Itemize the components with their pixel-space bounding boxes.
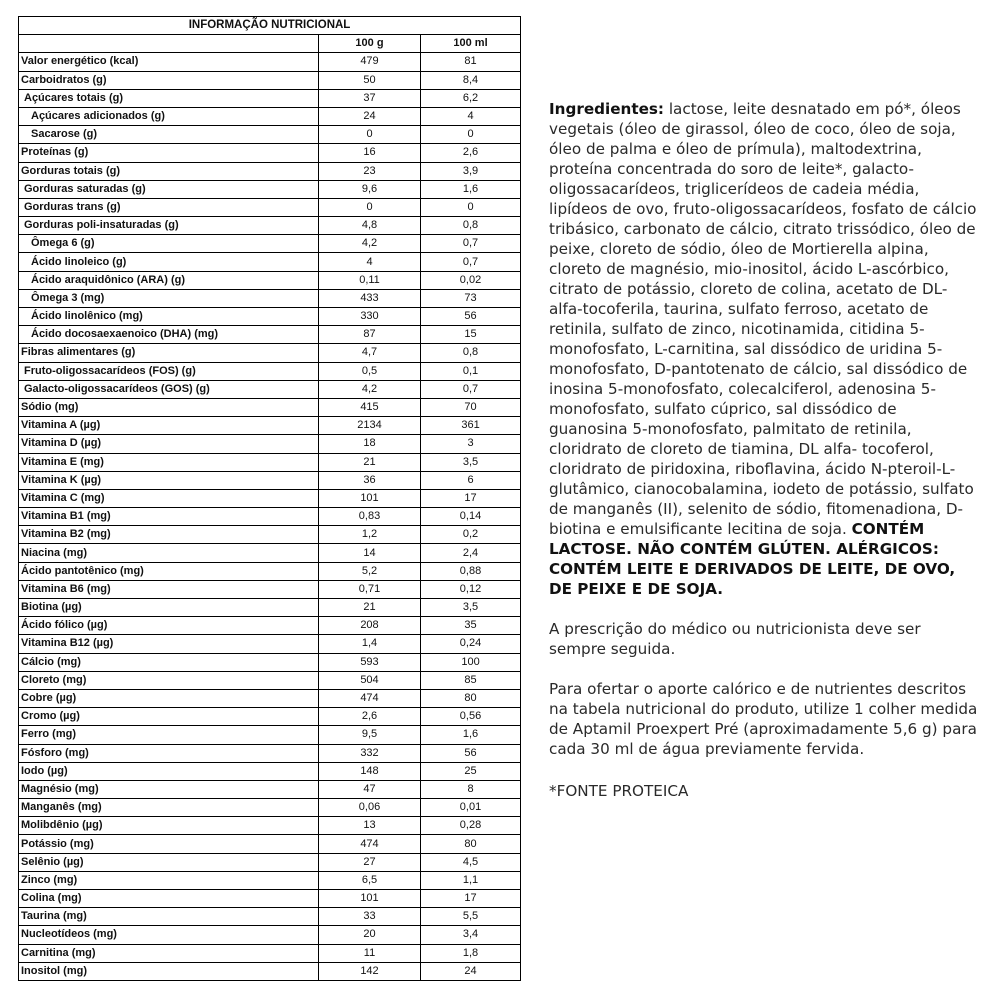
value-100ml: 4 — [421, 107, 521, 125]
table-row — [19, 671, 521, 689]
nutrient-name: Ômega 6 (g) — [19, 235, 319, 253]
table-row — [19, 908, 521, 926]
value-100ml: 0,24 — [421, 635, 521, 653]
value-100ml: 3,9 — [421, 162, 521, 180]
nutrient-name: Ferro (mg) — [19, 726, 319, 744]
ingredients-text: lactose, leite desnatado em pó*, óleos vegetais (óleo de girassol, óleo de coco, óleo de soja, óleo de palma e óleo de prímula), maltodextrina, proteína concentrada do soro de leite*, galacto-oligossacarídeos, triglicerídeos de cadeia média, lipídeos de ovo, fruto-oligossacarídeos, fosfato de cálcio tribásico, carbonato de cálcio, citrato trissódico, óleo de peixe, cloreto de sódio, óleo de Mortierella alpina, cloreto de magnésio, mio-inositol, ácido L-ascórbico, citrato de potássio, cloreto de colina, acetato de DL-alfa-tocoferila, taurina, sulfato ferroso, acetato de retinila, sulfato de zinco, nicotinamida, citidina 5-monofosfato, L-carnitina, sal dissódico de uridina 5-monofosfato, D-pantotenato de cálcio, sal dissódico de inosina 5-monofosfato, colecalciferol, adenosina 5-monofosfato, sulfato cúprico, sal dissódico de guanosina 5-monofosfato, palmitato de retinila, cloridrato de cloreto de tiamina, DL alfa- tocoferol, cloridrato de piridoxina, riboflavina, ácido N-pteroil-L-glutâmico, cianocobalamina, iodeto de potássio, sulfato de manganês (II), selenito de sódio, fitomenadiona, D-biotina e emulsificante lecitina de soja. — [549, 100, 977, 538]
nutrient-name: Inositol (mg) — [19, 962, 319, 980]
table-row — [19, 107, 521, 125]
value-100g: 4,7 — [319, 344, 421, 362]
value-100ml: 6 — [421, 471, 521, 489]
nutrient-name: Vitamina D (µg) — [19, 435, 319, 453]
table-row — [19, 926, 521, 944]
value-100ml: 17 — [421, 890, 521, 908]
table-row — [19, 871, 521, 889]
table-row — [19, 635, 521, 653]
nutrient-name: Vitamina B12 (µg) — [19, 635, 319, 653]
value-100ml: 0 — [421, 126, 521, 144]
value-100ml: 1,6 — [421, 726, 521, 744]
nutrient-name: Ácido docosaexaenoico (DHA) (mg) — [19, 326, 319, 344]
nutrient-name: Nucleotídeos (mg) — [19, 926, 319, 944]
value-100g: 433 — [319, 289, 421, 307]
table-row — [19, 180, 521, 198]
value-100g: 0 — [319, 198, 421, 216]
table-row — [19, 817, 521, 835]
table-row — [19, 562, 521, 580]
value-100ml: 0,8 — [421, 217, 521, 235]
value-100ml: 56 — [421, 744, 521, 762]
nutrient-name: Gorduras saturadas (g) — [19, 180, 319, 198]
value-100ml: 361 — [421, 417, 521, 435]
table-row — [19, 617, 521, 635]
value-100g: 0,71 — [319, 580, 421, 598]
table-row — [19, 126, 521, 144]
value-100g: 16 — [319, 144, 421, 162]
value-100ml: 5,5 — [421, 908, 521, 926]
preparation-note: Para ofertar o aporte calórico e de nutrientes descritos na tabela nutricional do produto, utilize 1 colher medida de Aptamil Proexpert Pré (aproximadamente 5,6 g) para cada 30 ml de água previamente fervida. — [549, 680, 978, 758]
value-100ml: 1,1 — [421, 871, 521, 889]
value-100g: 33 — [319, 908, 421, 926]
value-100ml: 8 — [421, 780, 521, 798]
value-100g: 5,2 — [319, 562, 421, 580]
value-100g: 0,11 — [319, 271, 421, 289]
table-row — [19, 653, 521, 671]
value-100g: 24 — [319, 107, 421, 125]
table-row — [19, 235, 521, 253]
nutrient-name: Manganês (mg) — [19, 799, 319, 817]
table-row — [19, 544, 521, 562]
table-row — [19, 380, 521, 398]
value-100g: 0,5 — [319, 362, 421, 380]
nutrient-name: Gorduras trans (g) — [19, 198, 319, 216]
value-100ml: 6,2 — [421, 89, 521, 107]
nutrient-name: Ácido araquidônico (ARA) (g) — [19, 271, 319, 289]
nutrient-name: Selênio (µg) — [19, 853, 319, 871]
value-100g: 4,2 — [319, 380, 421, 398]
value-100ml: 0,02 — [421, 271, 521, 289]
table-row — [19, 853, 521, 871]
nutrient-name: Magnésio (mg) — [19, 780, 319, 798]
table-row — [19, 835, 521, 853]
value-100ml: 1,6 — [421, 180, 521, 198]
nutrient-name: Açúcares totais (g) — [19, 89, 319, 107]
value-100ml: 0,2 — [421, 526, 521, 544]
nutrient-name: Carboidratos (g) — [19, 71, 319, 89]
value-100g: 4,2 — [319, 235, 421, 253]
nutrient-name: Cálcio (mg) — [19, 653, 319, 671]
value-100g: 2134 — [319, 417, 421, 435]
nutrient-name: Ácido fólico (µg) — [19, 617, 319, 635]
nutrient-name: Fibras alimentares (g) — [19, 344, 319, 362]
value-100ml: 73 — [421, 289, 521, 307]
table-row — [19, 489, 521, 507]
table-row — [19, 689, 521, 707]
value-100ml: 0,14 — [421, 508, 521, 526]
table-row — [19, 308, 521, 326]
value-100g: 11 — [319, 944, 421, 962]
table-row — [19, 253, 521, 271]
table-row — [19, 53, 521, 71]
value-100ml: 8,4 — [421, 71, 521, 89]
nutrient-name: Sódio (mg) — [19, 398, 319, 416]
value-100ml: 0,56 — [421, 708, 521, 726]
value-100ml: 15 — [421, 326, 521, 344]
table-row — [19, 435, 521, 453]
value-100g: 474 — [319, 689, 421, 707]
value-100g: 9,5 — [319, 726, 421, 744]
table-row — [19, 271, 521, 289]
table-row — [19, 362, 521, 380]
nutrient-name: Iodo (µg) — [19, 762, 319, 780]
value-100ml: 3,4 — [421, 926, 521, 944]
value-100ml: 1,8 — [421, 944, 521, 962]
table-row — [19, 762, 521, 780]
value-100g: 23 — [319, 162, 421, 180]
value-100g: 330 — [319, 308, 421, 326]
value-100ml: 70 — [421, 398, 521, 416]
value-100ml: 0,1 — [421, 362, 521, 380]
table-row — [19, 744, 521, 762]
value-100ml: 3,5 — [421, 599, 521, 617]
nutrition-table-panel — [18, 16, 520, 981]
nutrient-name: Açúcares adicionados (g) — [19, 107, 319, 125]
nutrient-name: Gorduras poli-insaturadas (g) — [19, 217, 319, 235]
header-100ml: 100 ml — [421, 35, 521, 53]
nutrient-name: Proteínas (g) — [19, 144, 319, 162]
table-row — [19, 580, 521, 598]
value-100ml: 35 — [421, 617, 521, 635]
header-100g: 100 g — [319, 35, 421, 53]
nutrient-name: Fósforo (mg) — [19, 744, 319, 762]
nutrient-name: Potássio (mg) — [19, 835, 319, 853]
ingredients-label: Ingredientes: — [549, 100, 664, 118]
nutrient-name: Cobre (µg) — [19, 689, 319, 707]
value-100g: 0,83 — [319, 508, 421, 526]
value-100g: 0,06 — [319, 799, 421, 817]
nutrient-name: Biotina (µg) — [19, 599, 319, 617]
table-row — [19, 708, 521, 726]
nutrient-name: Carnitina (mg) — [19, 944, 319, 962]
value-100ml: 0,7 — [421, 235, 521, 253]
value-100g: 148 — [319, 762, 421, 780]
value-100g: 20 — [319, 926, 421, 944]
value-100ml: 80 — [421, 689, 521, 707]
table-row — [19, 398, 521, 416]
nutrient-name: Vitamina K (µg) — [19, 471, 319, 489]
value-100ml: 80 — [421, 835, 521, 853]
value-100g: 14 — [319, 544, 421, 562]
value-100g: 415 — [319, 398, 421, 416]
value-100g: 4,8 — [319, 217, 421, 235]
value-100ml: 56 — [421, 308, 521, 326]
table-row — [19, 944, 521, 962]
nutrient-name: Ômega 3 (mg) — [19, 289, 319, 307]
value-100g: 87 — [319, 326, 421, 344]
value-100ml: 0,7 — [421, 380, 521, 398]
value-100ml: 4,5 — [421, 853, 521, 871]
protein-source-note: *FONTE PROTEICA — [549, 782, 689, 800]
nutrient-name: Colina (mg) — [19, 890, 319, 908]
value-100g: 47 — [319, 780, 421, 798]
value-100g: 18 — [319, 435, 421, 453]
table-row — [19, 217, 521, 235]
value-100g: 332 — [319, 744, 421, 762]
value-100g: 474 — [319, 835, 421, 853]
value-100g: 6,5 — [319, 871, 421, 889]
value-100ml: 0,8 — [421, 344, 521, 362]
nutrient-name: Ácido linoleico (g) — [19, 253, 319, 271]
table-row — [19, 289, 521, 307]
value-100ml: 0 — [421, 198, 521, 216]
table-row — [19, 471, 521, 489]
nutrient-name: Vitamina C (mg) — [19, 489, 319, 507]
value-100ml: 85 — [421, 671, 521, 689]
value-100ml: 81 — [421, 53, 521, 71]
value-100g: 9,6 — [319, 180, 421, 198]
value-100g: 37 — [319, 89, 421, 107]
table-row — [19, 89, 521, 107]
nutrient-name: Cromo (µg) — [19, 708, 319, 726]
nutrient-name: Vitamina E (mg) — [19, 453, 319, 471]
value-100g: 21 — [319, 453, 421, 471]
value-100ml: 3 — [421, 435, 521, 453]
nutrient-name: Fruto-oligossacarídeos (FOS) (g) — [19, 362, 319, 380]
nutrient-name: Ácido pantotênico (mg) — [19, 562, 319, 580]
table-row — [19, 799, 521, 817]
value-100g: 21 — [319, 599, 421, 617]
nutrient-name: Ácido linolênico (mg) — [19, 308, 319, 326]
value-100ml: 0,88 — [421, 562, 521, 580]
value-100ml: 0,01 — [421, 799, 521, 817]
table-row — [19, 726, 521, 744]
value-100ml: 100 — [421, 653, 521, 671]
value-100ml: 2,6 — [421, 144, 521, 162]
table-row — [19, 508, 521, 526]
value-100ml: 3,5 — [421, 453, 521, 471]
nutrient-name: Sacarose (g) — [19, 126, 319, 144]
value-100g: 27 — [319, 853, 421, 871]
allergen-warning: CONTÉM LACTOSE. NÃO CONTÉM GLÚTEN. ALÉRGICOS: CONTÉM LEITE E DERIVADOS DE LEITE, DE OVO, DE PEIXE E DE SOJA. — [549, 520, 956, 598]
nutrient-name: Galacto-oligossacarídeos (GOS) (g) — [19, 380, 319, 398]
table-row — [19, 962, 521, 980]
prescription-note: A prescrição do médico ou nutricionista deve ser sempre seguida. — [549, 620, 921, 658]
value-100g: 1,2 — [319, 526, 421, 544]
value-100g: 0 — [319, 126, 421, 144]
nutrient-name: Vitamina B6 (mg) — [19, 580, 319, 598]
table-row — [19, 71, 521, 89]
value-100ml: 17 — [421, 489, 521, 507]
value-100g: 2,6 — [319, 708, 421, 726]
table-row — [19, 326, 521, 344]
value-100g: 4 — [319, 253, 421, 271]
value-100g: 101 — [319, 489, 421, 507]
value-100ml: 2,4 — [421, 544, 521, 562]
nutrient-name: Molibdênio (µg) — [19, 817, 319, 835]
nutrient-name: Gorduras totais (g) — [19, 162, 319, 180]
value-100g: 479 — [319, 53, 421, 71]
table-row — [19, 526, 521, 544]
table-title: INFORMAÇÃO NUTRICIONAL — [19, 17, 521, 35]
nutrient-name: Zinco (mg) — [19, 871, 319, 889]
table-row — [19, 453, 521, 471]
value-100g: 101 — [319, 890, 421, 908]
table-row — [19, 144, 521, 162]
value-100g: 1,4 — [319, 635, 421, 653]
value-100ml: 0,12 — [421, 580, 521, 598]
value-100g: 36 — [319, 471, 421, 489]
nutrient-name: Vitamina A (µg) — [19, 417, 319, 435]
value-100g: 208 — [319, 617, 421, 635]
nutrient-name: Niacina (mg) — [19, 544, 319, 562]
table-row — [19, 198, 521, 216]
value-100ml: 25 — [421, 762, 521, 780]
nutrition-table — [18, 16, 521, 981]
value-100g: 142 — [319, 962, 421, 980]
right-text-panel — [549, 99, 979, 801]
table-row — [19, 780, 521, 798]
table-row — [19, 417, 521, 435]
header-blank — [19, 35, 319, 53]
table-row — [19, 599, 521, 617]
nutrient-name: Taurina (mg) — [19, 908, 319, 926]
value-100ml: 24 — [421, 962, 521, 980]
table-row — [19, 890, 521, 908]
ingredients-paragraph — [549, 99, 979, 599]
nutrient-name: Vitamina B1 (mg) — [19, 508, 319, 526]
value-100g: 13 — [319, 817, 421, 835]
table-row — [19, 162, 521, 180]
value-100ml: 0,28 — [421, 817, 521, 835]
value-100ml: 0,7 — [421, 253, 521, 271]
value-100g: 50 — [319, 71, 421, 89]
table-row — [19, 344, 521, 362]
nutrition-table-body — [19, 53, 521, 981]
nutrient-name: Cloreto (mg) — [19, 671, 319, 689]
nutrient-name: Valor energético (kcal) — [19, 53, 319, 71]
value-100g: 504 — [319, 671, 421, 689]
nutrient-name: Vitamina B2 (mg) — [19, 526, 319, 544]
value-100g: 593 — [319, 653, 421, 671]
